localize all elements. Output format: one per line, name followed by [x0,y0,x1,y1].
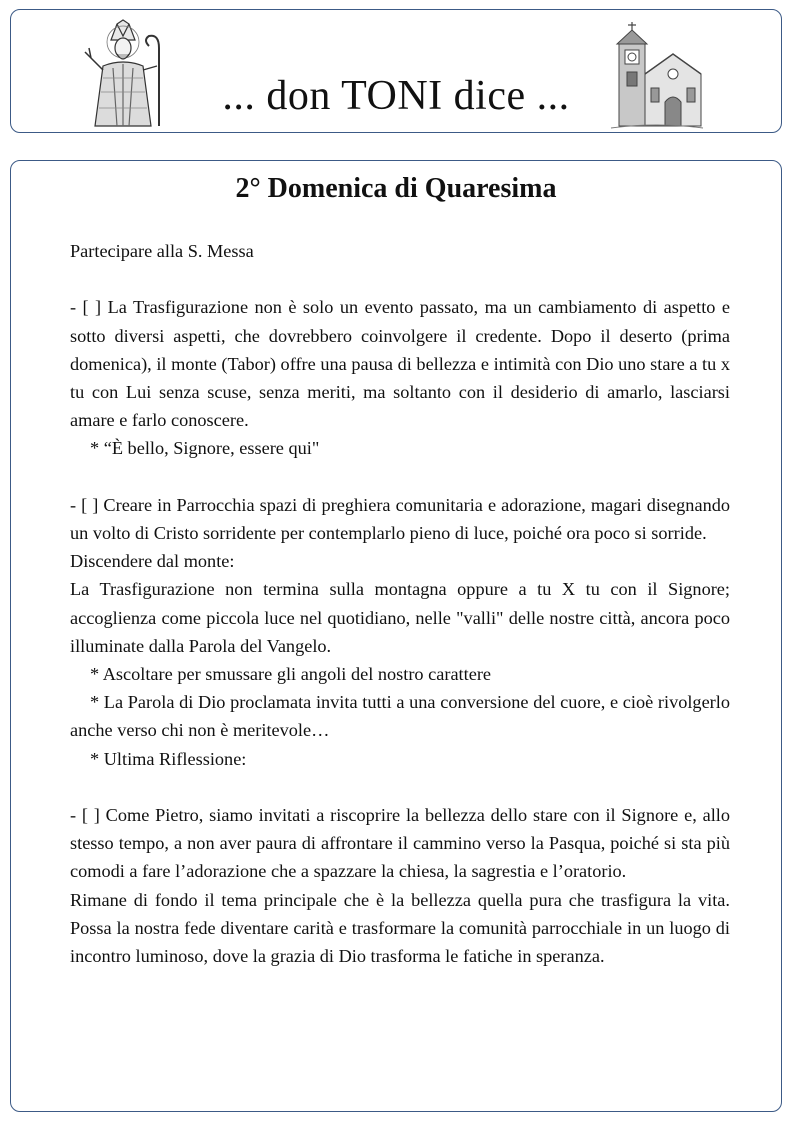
paragraph: La Trasfigurazione non termina sulla montagna oppure a tu X tu con il Signore; accoglienza come piccola luce nel quotidiano, nelle "valli" delle nostre città, ancora poco illuminate dalla Parola del Vangelo. [70,579,730,656]
bullet-item: * “È bello, Signore, essere qui" [90,438,320,459]
paragraph: Rimane di fondo il tema principale che è la bellezza quella pura che trasfigura la vita. Possa la nostra fede diventare carità e trasformare la comunità parrocchiale in un luogo di incontro luminoso, dove la grazia di Dio trasforma le fatiche in speranza. [70,889,730,967]
spacer [70,773,730,801]
header-banner [10,9,782,133]
paragraph: - [ ] Creare in Parrocchia spazi di preghiera comunitaria e adorazione, magari disegnando un volto di Cristo sorridente per contemplarlo pieno di luce, poiché ora poco si sorride. [70,494,730,543]
paragraph: Discendere dal monte: [70,551,235,572]
article-body [70,237,730,970]
article-box [10,160,782,1112]
bullet-item: * Ultima Riflessione: [90,748,247,769]
spacer [70,463,730,491]
paragraph: Partecipare alla S. Messa [70,241,254,261]
paragraph: - [ ] Come Pietro, siamo invitati a riscoprire la bellezza dello stare con il Signore e, allo stesso tempo, a non aver paura di affrontare il cammino verso la Pasqua, poiché si sta più comodi a fare l’adorazione che a spazzare la chiesa, la sagrestia e l’oratorio. [70,805,730,882]
church-bell-tower-illustration [609,22,705,130]
bullet-item: * La Parola di Dio proclamata invita tutti a una conversione del cuore, e cioè rivolgerlo anche verso chi non è meritevole… [70,692,730,741]
bullet-item: * Ascoltare per smussare gli angoli del nostro carattere [90,664,492,685]
header-title: ... don TONI dice ... [222,73,570,119]
paragraph: - [ ] La Trasfigurazione non è solo un evento passato, ma un cambiamento di aspetto e sotto diversi aspetti, che dovrebbero coinvolgere il credente. Dopo il deserto (prima domenica), il monte (Tabor) offre una pausa di bellezza e intimità con Dio uno stare a tu x tu con Lui senza scuse, senza meriti, ma soltanto con il desiderio di amarlo, lasciarsi amare e farlo conoscere. [70,297,730,431]
spacer [70,265,730,293]
article-title: 2° Domenica di Quaresima [235,173,557,204]
